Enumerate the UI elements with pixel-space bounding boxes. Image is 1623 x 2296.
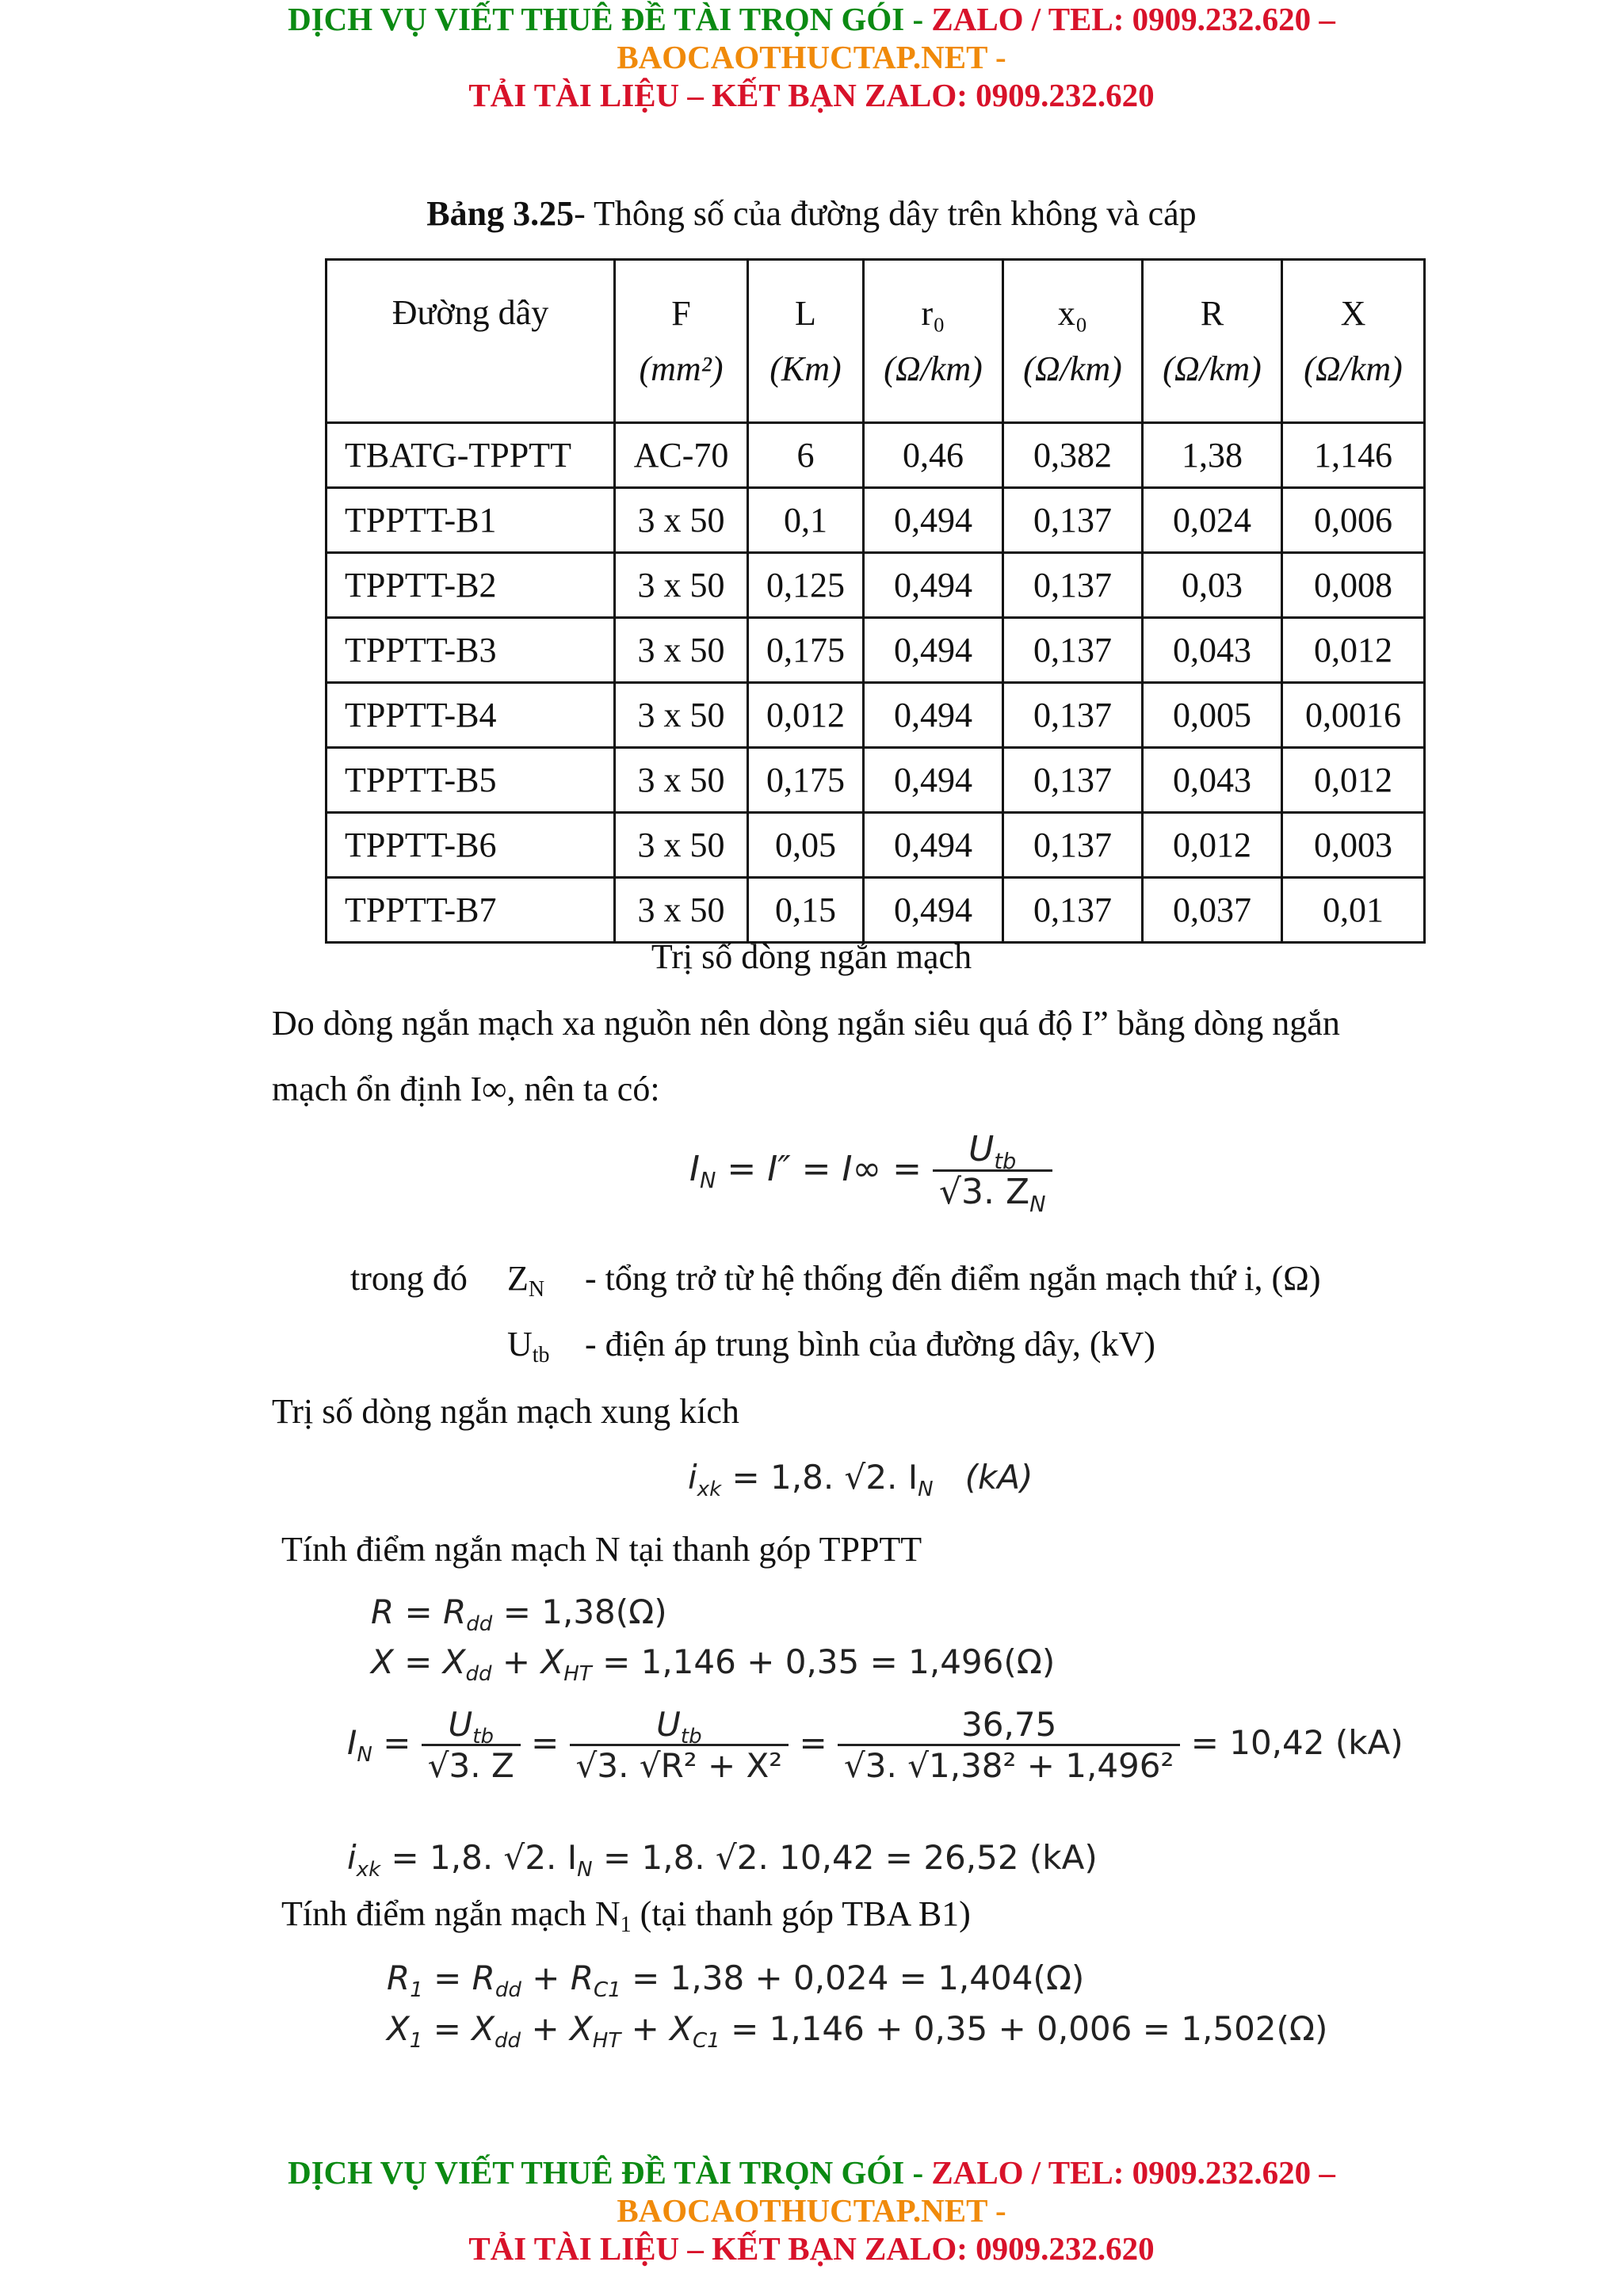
ixk-calculation: $i_{xk} = 1,8$. √2. $I_N = 1,8$. √2. 10,42 = 26,52 (kA) xyxy=(347,1838,1098,1882)
footer-banner xyxy=(0,2153,1623,2267)
banner-line-2: BAOCAOTHUCTAP.NET - xyxy=(617,2192,1006,2229)
table-row: TPPTT-B1 3 x 50 0,1 0,494 0,137 0,024 0,006 xyxy=(327,488,1425,553)
table-row: TBATG-TPPTT AC-70 6 0,46 0,382 1,38 1,146 xyxy=(327,423,1425,488)
utb-symbol: Utb xyxy=(507,1325,550,1367)
banner-line-2: BAOCAOTHUCTAP.NET - xyxy=(617,39,1006,75)
table-row: TPPTT-B4 3 x 50 0,012 0,494 0,137 0,005 0,0016 xyxy=(327,683,1425,748)
r-equation: $R = R_{dd} = 1,38(\Omega)$ xyxy=(371,1592,667,1637)
banner-line-1: DỊCH VỤ VIẾT THUÊ ĐỀ TÀI TRỌN GÓI - ZALO / TEL: 0909.232.620 – xyxy=(288,1,1335,37)
table-row: TPPTT-B3 3 x 50 0,175 0,494 0,137 0,043 0,012 xyxy=(327,618,1425,683)
banner-line-1: DỊCH VỤ VIẾT THUÊ ĐỀ TÀI TRỌN GÓI - ZALO / TEL: 0909.232.620 – xyxy=(288,2154,1335,2191)
calc-n-heading: Tính điểm ngắn mạch N tại thanh góp TPPTT xyxy=(281,1530,922,1569)
banner-line-3: TẢI TÀI LIỆU – KẾT BẠN ZALO: 0909.232.620 xyxy=(468,2230,1155,2267)
zn-symbol: ZN xyxy=(507,1259,545,1302)
short-circuit-current-formula: $I_N = I'' = I\infty$ = $\frac{U_{tb}}{√3. Z_N}$ xyxy=(689,1129,1052,1212)
line-parameters-table xyxy=(325,258,1426,944)
header-banner xyxy=(0,0,1623,114)
table-row: TPPTT-B7 3 x 50 0,15 0,494 0,137 0,037 0,01 xyxy=(327,878,1425,943)
r1-equation: $R_1 = R_{dd} + R_{C1} = 1,38 + 0,024 = 1,404(\Omega)$ xyxy=(387,1958,1085,2003)
section-heading: Trị số dòng ngắn mạch xyxy=(651,937,972,976)
header-cell: x₀ (Ω/km) xyxy=(1003,260,1143,423)
x1-equation: $X_1 = X_{dd} + X_{HT} + X_{C1} = 1,146 + 0,35 + 0,006 = 1,502(\Omega)$ xyxy=(387,2009,1328,2054)
table-row: TPPTT-B6 3 x 50 0,05 0,494 0,137 0,012 0,003 xyxy=(327,813,1425,878)
header-cell: F (mm²) xyxy=(615,260,748,423)
paragraph-line: Do dòng ngắn mạch xa nguồn nên dòng ngắn siêu quá độ I” bằng dòng ngắn xyxy=(272,1004,1340,1043)
in-calculation: $I_N$ = $\frac{U_{tb}}{√3. Z}$ = $\frac{U_{tb}}{\text{√3. √R² + X²}}$ = $\frac{36,75}{\text{√3. √1,38² + 1,496²}}$ = 10,42 (kA) xyxy=(347,1705,1403,1785)
utb-description: - điện áp trung bình của đường dây, (kV) xyxy=(585,1325,1155,1363)
impulse-current-formula: $i_{xk} = 1,8$. √2. $I_N$ (kA) xyxy=(688,1458,1033,1502)
header-cell-name: Đường dây xyxy=(327,260,615,423)
header-cell: R (Ω/km) xyxy=(1143,260,1282,423)
table-row: TPPTT-B2 3 x 50 0,125 0,494 0,137 0,03 0,008 xyxy=(327,553,1425,618)
where-label: trong đó xyxy=(350,1259,468,1298)
x-equation: $X = X_{dd} + X_{HT} = 1,146 + 0,35 = 1,496(\Omega)$ xyxy=(371,1642,1056,1687)
table-row: TPPTT-B5 3 x 50 0,175 0,494 0,137 0,043 0,012 xyxy=(327,748,1425,813)
table-header-row xyxy=(327,260,1425,423)
header-cell: L (Km) xyxy=(748,260,864,423)
header-cell: X (Ω/km) xyxy=(1282,260,1425,423)
table-caption: Bảng 3.25- Thông số của đường dây trên không và cáp xyxy=(426,194,1197,233)
banner-line-3: TẢI TÀI LIỆU – KẾT BẠN ZALO: 0909.232.620 xyxy=(468,77,1155,113)
header-cell: r₀ (Ω/km) xyxy=(864,260,1003,423)
zn-description: - tổng trở từ hệ thống đến điểm ngắn mạch thứ i, (Ω) xyxy=(585,1259,1321,1298)
paragraph-line: mạch ổn định I∞, nên ta có: xyxy=(272,1070,660,1108)
impulse-heading: Trị số dòng ngắn mạch xung kích xyxy=(272,1392,739,1431)
calc-n1-heading: Tính điểm ngắn mạch N1 (tại thanh góp TBA B1) xyxy=(281,1894,971,1937)
